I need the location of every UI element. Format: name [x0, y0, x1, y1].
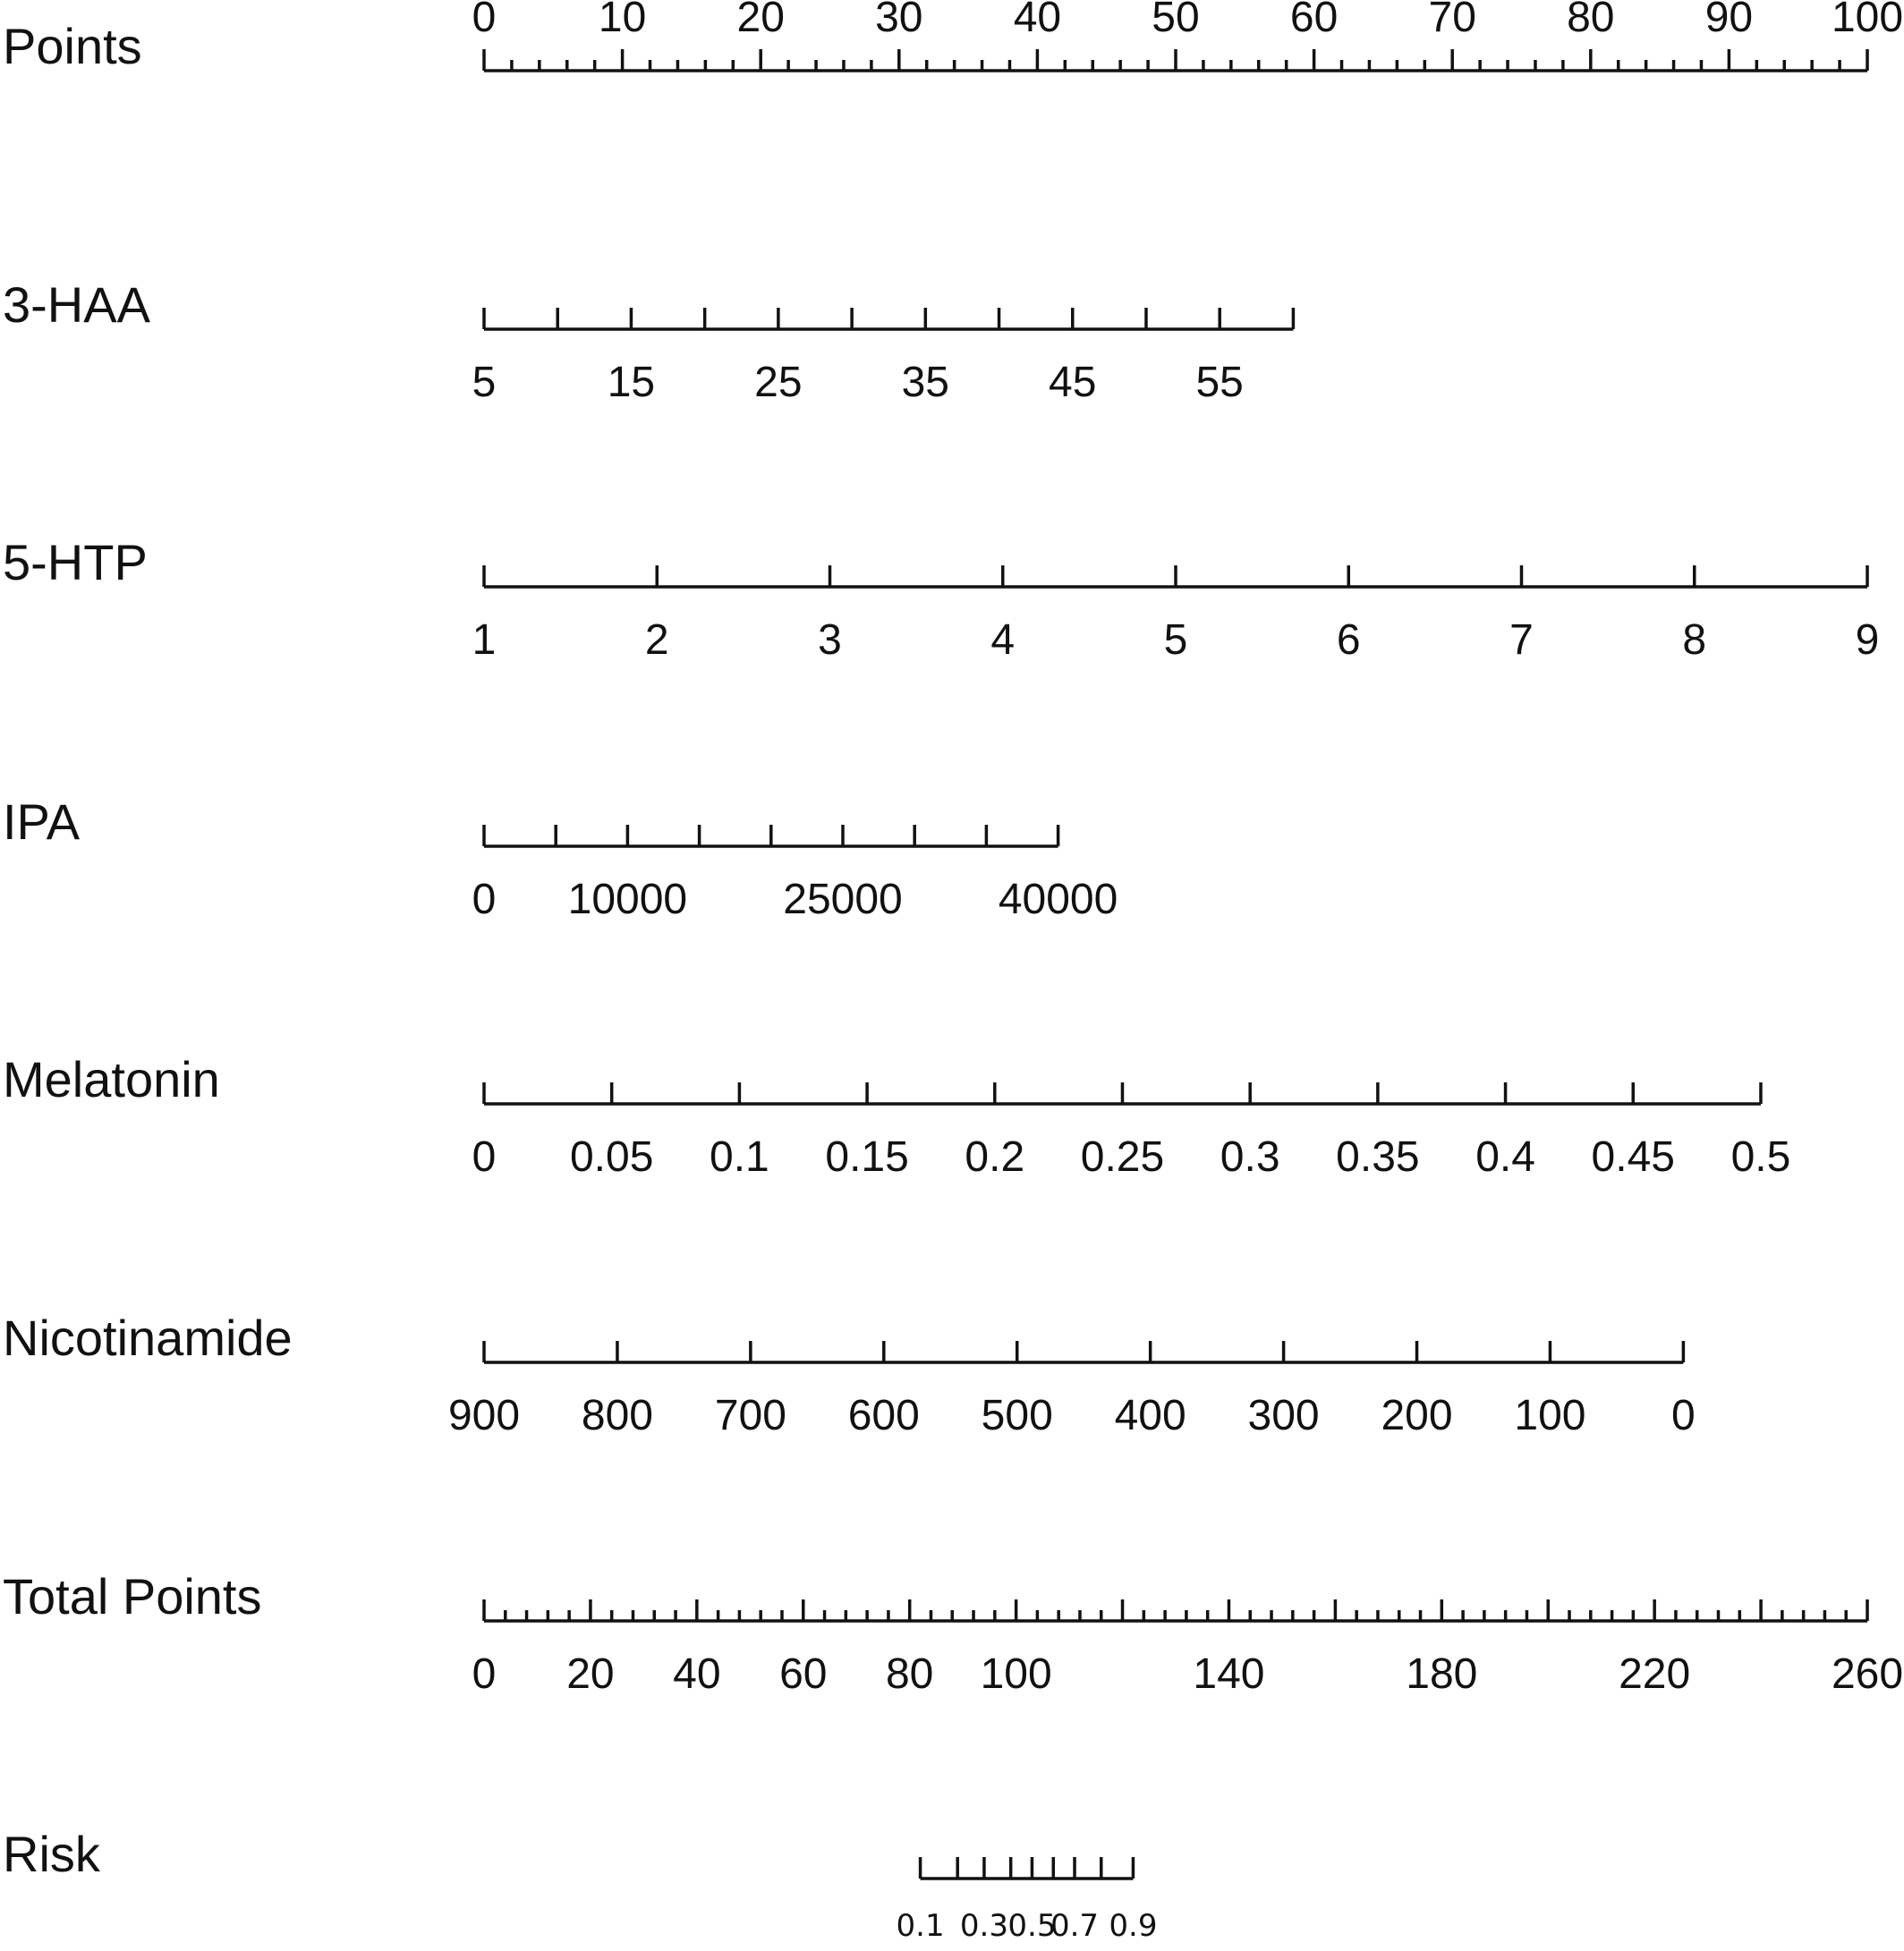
tick-label-nicotinamide-700: 700 — [714, 1392, 786, 1439]
tick-label-melatonin-0.3: 0.3 — [1220, 1133, 1280, 1181]
tick-label-melatonin-0.1: 0.1 — [710, 1133, 769, 1181]
row-3-haa — [3, 276, 1293, 406]
tick-label-total-points-180: 180 — [1406, 1650, 1478, 1698]
tick-label-3-haa-5: 5 — [472, 359, 497, 406]
row-label-nicotinamide: Nicotinamide — [3, 1310, 293, 1366]
row-ipa — [3, 793, 1118, 923]
tick-label-points-100: 100 — [1831, 0, 1904, 41]
tick-label-ipa-10000: 10000 — [567, 876, 688, 923]
tick-label-melatonin-0.15: 0.15 — [825, 1133, 909, 1181]
tick-label-5-htp-5: 5 — [1163, 616, 1188, 664]
tick-label-5-htp-3: 3 — [818, 616, 842, 664]
tick-label-5-htp-4: 4 — [990, 616, 1016, 664]
tick-label-risk-0.3: 0.3 — [959, 1908, 1008, 1944]
tick-label-points-80: 80 — [1567, 0, 1615, 41]
tick-label-5-htp-9: 9 — [1855, 616, 1880, 664]
tick-label-melatonin-0.45: 0.45 — [1591, 1133, 1675, 1181]
row-melatonin — [3, 1051, 1790, 1181]
tick-label-total-points-40: 40 — [673, 1650, 721, 1698]
tick-label-risk-0.9: 0.9 — [1109, 1908, 1158, 1944]
tick-label-3-haa-15: 15 — [607, 359, 656, 406]
tick-label-points-60: 60 — [1289, 0, 1339, 41]
tick-label-ipa-0: 0 — [472, 876, 497, 923]
tick-label-risk-0.5: 0.5 — [1007, 1908, 1057, 1944]
row-label-melatonin: Melatonin — [3, 1051, 220, 1107]
row-label-total-points: Total Points — [3, 1568, 262, 1624]
tick-label-points-40: 40 — [1013, 0, 1062, 41]
row-total-points — [3, 1568, 1903, 1698]
tick-label-3-haa-25: 25 — [754, 359, 803, 406]
tick-label-nicotinamide-500: 500 — [981, 1392, 1053, 1439]
tick-label-points-10: 10 — [598, 0, 647, 41]
tick-label-total-points-220: 220 — [1619, 1650, 1691, 1698]
tick-label-3-haa-45: 45 — [1049, 359, 1097, 406]
tick-label-melatonin-0.05: 0.05 — [569, 1133, 654, 1181]
row-points — [3, 0, 1903, 74]
nomogram-rows — [3, 0, 1903, 1944]
row-label-risk: Risk — [3, 1826, 100, 1882]
tick-label-total-points-0: 0 — [472, 1650, 497, 1698]
tick-label-5-htp-1: 1 — [472, 616, 497, 664]
tick-label-5-htp-6: 6 — [1336, 616, 1361, 664]
tick-label-3-haa-35: 35 — [901, 359, 950, 406]
tick-label-5-htp-8: 8 — [1682, 616, 1707, 664]
row-5-htp — [3, 534, 1879, 664]
tick-label-total-points-60: 60 — [779, 1650, 828, 1698]
tick-label-nicotinamide-600: 600 — [847, 1392, 920, 1439]
row-label-points: Points — [3, 18, 142, 74]
tick-label-melatonin-0.5: 0.5 — [1730, 1133, 1791, 1181]
tick-label-5-htp-2: 2 — [644, 616, 669, 664]
tick-label-melatonin-0: 0 — [472, 1133, 497, 1181]
tick-label-melatonin-0.4: 0.4 — [1475, 1133, 1535, 1181]
row-label-3-haa: 3-HAA — [3, 276, 150, 333]
tick-label-risk-0.7: 0.7 — [1050, 1908, 1100, 1944]
tick-label-nicotinamide-0: 0 — [1671, 1392, 1696, 1439]
row-label-5-htp: 5-HTP — [3, 534, 148, 590]
tick-label-nicotinamide-200: 200 — [1381, 1392, 1453, 1439]
tick-label-3-haa-55: 55 — [1195, 359, 1244, 406]
tick-label-nicotinamide-900: 900 — [447, 1392, 521, 1439]
tick-label-total-points-140: 140 — [1193, 1650, 1265, 1698]
tick-label-points-0: 0 — [472, 0, 497, 41]
tick-label-points-70: 70 — [1428, 0, 1476, 41]
tick-label-total-points-260: 260 — [1831, 1650, 1904, 1698]
tick-label-points-20: 20 — [736, 0, 785, 41]
tick-label-total-points-100: 100 — [980, 1650, 1052, 1698]
tick-label-risk-0.1: 0.1 — [896, 1908, 945, 1944]
tick-label-nicotinamide-400: 400 — [1114, 1392, 1186, 1439]
tick-label-melatonin-0.35: 0.35 — [1336, 1133, 1420, 1181]
tick-label-5-htp-7: 7 — [1509, 616, 1534, 664]
tick-label-nicotinamide-300: 300 — [1247, 1392, 1320, 1439]
tick-label-points-90: 90 — [1704, 0, 1754, 41]
tick-label-nicotinamide-100: 100 — [1514, 1392, 1586, 1439]
tick-label-points-30: 30 — [875, 0, 923, 41]
tick-label-points-50: 50 — [1152, 0, 1200, 41]
tick-label-total-points-80: 80 — [885, 1650, 934, 1698]
tick-label-melatonin-0.25: 0.25 — [1080, 1133, 1165, 1181]
row-nicotinamide — [3, 1310, 1696, 1439]
tick-label-melatonin-0.2: 0.2 — [965, 1133, 1025, 1181]
tick-label-total-points-20: 20 — [566, 1650, 615, 1698]
tick-label-ipa-25000: 25000 — [783, 876, 903, 923]
row-label-ipa: IPA — [3, 793, 81, 850]
tick-label-ipa-40000: 40000 — [998, 876, 1118, 923]
row-risk — [3, 1826, 1157, 1944]
tick-label-nicotinamide-800: 800 — [581, 1392, 653, 1439]
